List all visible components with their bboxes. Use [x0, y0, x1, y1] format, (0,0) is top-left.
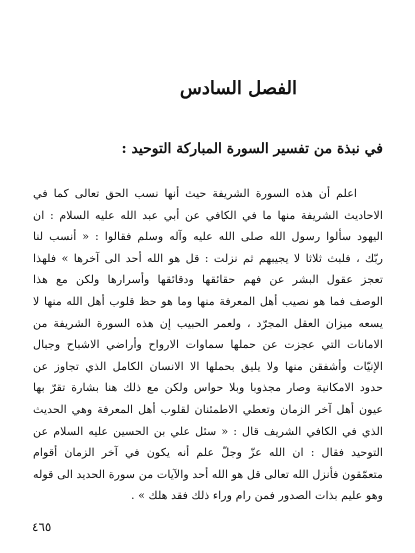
paragraph-line: متعمّقون فأنزل الله تعالى قل هو الله أحد والآيات من سورة الحديد الى قوله — [33, 467, 383, 481]
paragraph-line: وهو عليم بذات الصدور فمن رام وراء ذلك فقد هلك » . — [131, 489, 383, 503]
page-number: ٤٦٥ — [32, 520, 52, 534]
paragraph-line: الذي في الكافي الشريف قال : « سئل علي بن الحسين عليه السلام عن — [33, 424, 383, 438]
paragraph-line: عيون أهل آخر الزمان وتعطي الاطمئنان لقلوب أهل المعرفة وهي الحديث — [33, 402, 383, 416]
paragraph-line: اعلم أن هذه السورة الشريفة حيث أنها نسب الحق تعالى كما في — [33, 187, 357, 200]
paragraph-line: الاحاديث الشريفة منها ما في الكافي عن أبي عبد الله عليه السلام : ان — [33, 208, 383, 222]
chapter-title: الفصل السادس — [179, 78, 297, 99]
paragraph-line: الامانات التي عجزت عن حملها سماوات الارواح وأراضي الاشباح وجبال — [33, 338, 383, 352]
paragraph-line: الإنيّات وأشفقن منها ولا يليق بحملها الا الانسان الكامل الذي تجاوز عن — [33, 359, 383, 373]
paragraph-line: ربّك ، فلبث ثلاثا لا يجيبهم ثم نزلت : قل هو الله أحد الى آخرها » فلهذا — [33, 251, 383, 265]
section-title: في نبذة من تفسير السورة المباركة التوحيد : — [121, 141, 383, 157]
paragraph-line: اليهود سألوا رسول الله صلى الله عليه وآله وسلم فقالوا : « أنسب لنا — [33, 230, 383, 244]
paragraph-line: حدود الامكانية وصار مجذوبا وبلا حواس ولكن مع ذلك هنا بشارة تقرّ بها — [33, 381, 383, 395]
body-paragraph — [33, 183, 383, 507]
paragraph-line: تعجز عقول البشر عن فهم حقائقها ودقائقها وأسرارها ولكن مع هذا — [33, 273, 383, 287]
paragraph-line: التوحيد فقال : ان الله عزّ وجلّ علم أنه يكون في آخر الزمان أقوام — [33, 446, 383, 460]
paragraph-line: الوصف فما هو نصيب أهل المعرفة منها وما هو حظ قلوب أهل الله منها لا — [33, 294, 383, 308]
paragraph-line: يسعه ميزان العقل المجرّد ، ولعمر الحبيب إن هذه السورة الشريفة من — [33, 316, 383, 330]
